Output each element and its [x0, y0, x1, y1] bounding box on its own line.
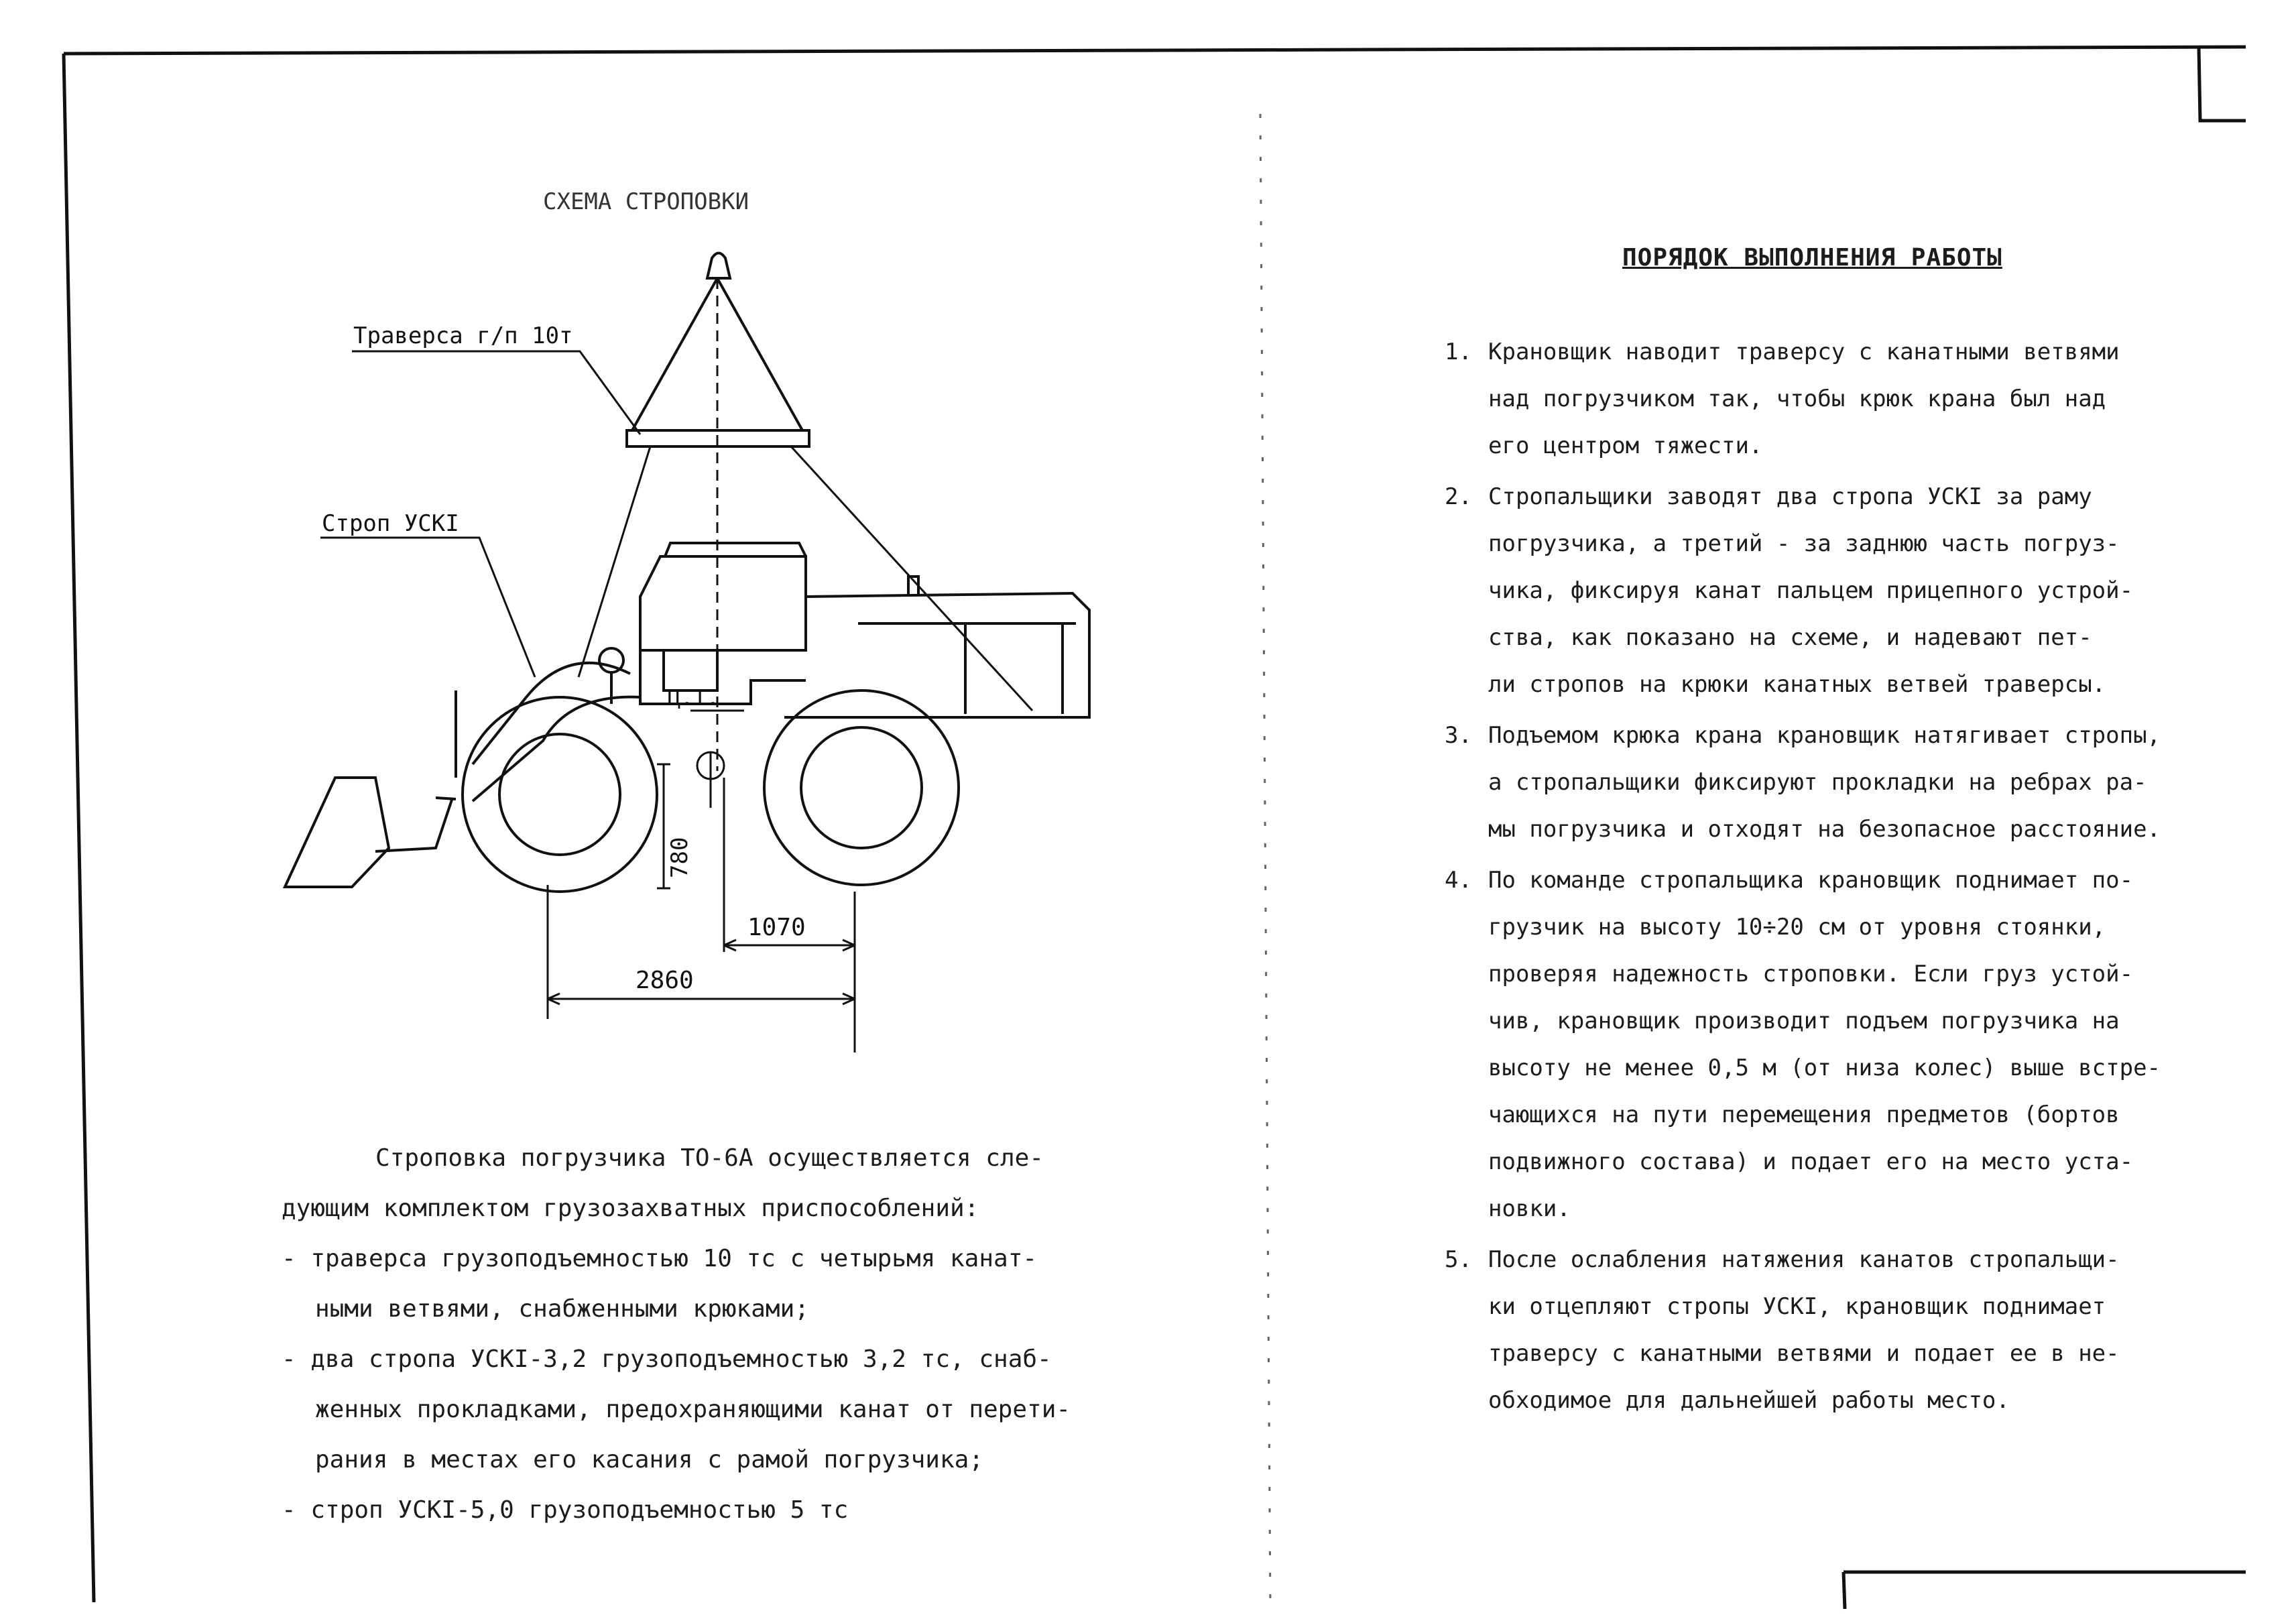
step-line: После ослабления натяжения канатов стропальщи- — [1488, 1246, 2120, 1273]
step-line: его центром тяжести. — [1488, 432, 1763, 459]
sling-label-text: Строп УСКI — [322, 510, 459, 537]
step-line: подвижного состава) и подает его на место уста- — [1488, 1148, 2134, 1175]
step-line: ки отцепляют стропы УСКI, крановщик поднимает — [1488, 1293, 2106, 1320]
front-loader-arm — [285, 663, 640, 887]
step-line: чив, крановщик производит подъем погрузчика на — [1488, 1008, 2120, 1034]
step-line: чающихся на пути перемещения предметов (бортов — [1488, 1101, 2120, 1128]
step-line: траверсу с канатными ветвями и подает ее в не- — [1488, 1340, 2120, 1367]
crane-hook — [707, 253, 730, 279]
step-number: 5. — [1445, 1246, 1472, 1273]
equipment-item-line: - строп УСКI-5,0 грузоподъемностью 5 тс — [282, 1496, 849, 1524]
step-line: грузчик на высоту 10÷20 см от уровня стоянки, — [1488, 914, 2106, 941]
loader-drawing — [255, 181, 1193, 1053]
equipment-item-line: женных прокладками, предохраняющими канат от перети- — [315, 1396, 1071, 1423]
procedure-steps — [1435, 328, 2239, 1424]
scheme-title: СХЕМА СТРОПОВКИ — [543, 188, 749, 215]
step-line: над погрузчиком так, чтобы крюк крана был над — [1488, 385, 2106, 412]
step-line: Крановщик наводит траверсу с канатными ветвями — [1488, 339, 2120, 365]
cg-offset-dimension-label: 1070 — [747, 914, 806, 941]
rear-wheel — [764, 690, 959, 885]
slinging-equipment-description — [282, 1133, 1166, 1535]
procedure-step — [1435, 328, 2239, 469]
procedure-step — [1435, 1236, 2239, 1424]
step-line: проверяя надежность строповки. Если груз устой- — [1488, 961, 2134, 987]
wheelbase-dimension-line — [548, 885, 855, 1019]
step-line: По команде стропальщика крановщик поднимает по- — [1488, 867, 2134, 894]
step-line: а стропальщики фиксируют прокладки на ребрах ра- — [1488, 769, 2147, 796]
equipment-item-line: ными ветвями, снабженными крюками; — [315, 1295, 809, 1323]
work-procedure — [1435, 235, 2239, 1428]
work-procedure-title: ПОРЯДОК ВЫПОЛНЕНИЯ РАБОТЫ — [1622, 244, 2002, 272]
procedure-step — [1435, 712, 2239, 853]
traverse-label — [352, 322, 640, 434]
front-wheel — [463, 697, 657, 892]
step-line: Подъемом крюка крана крановщик натягивает стропы, — [1488, 722, 2161, 749]
wheelbase-dimension-label: 2860 — [636, 967, 694, 994]
loader-body — [456, 543, 1089, 778]
equipment-item-line: рания в местах его касания с рамой погрузчика; — [315, 1446, 983, 1474]
sling-label — [320, 510, 535, 677]
step-line: мы погрузчика и отходят на безопасное расстояние. — [1488, 816, 2161, 843]
step-number: 2. — [1445, 483, 1472, 510]
slinging-diagram — [255, 181, 1193, 1053]
step-line: высоту не менее 0,5 м (от низа колес) выше встре- — [1488, 1055, 2161, 1081]
height-dimension-label: 780 — [666, 837, 693, 878]
step-line: ли стропов на крюки канатных ветвей траверсы. — [1488, 671, 2106, 698]
step-line: Стропальщики заводят два стропа УСКI за раму — [1488, 483, 2092, 510]
traverse-label-text: Траверса г/п 10т — [353, 322, 573, 349]
step-number: 4. — [1445, 867, 1472, 894]
procedure-step — [1435, 857, 2239, 1232]
step-line: обходимое для дальнейшей работы место. — [1488, 1387, 2010, 1414]
step-number: 3. — [1445, 722, 1472, 749]
step-line: ства, как показано на схеме, и надевают пет- — [1488, 624, 2092, 651]
center-of-gravity-label: Ц.Т. — [668, 685, 720, 711]
equipment-item-line: - два стропа УСКI-3,2 грузоподъемностью 3,2 тс, снаб- — [282, 1345, 1052, 1373]
equipment-item-line: - траверса грузоподъемностью 10 тс с четырьмя канат- — [282, 1245, 1038, 1272]
step-number: 1. — [1445, 339, 1472, 365]
step-line: чика, фиксируя канат пальцем прицепного устрой- — [1488, 577, 2134, 604]
intro-line: дующим комплектом грузозахватных приспособлений: — [282, 1195, 979, 1222]
step-line: погрузчика, а третий - за заднюю часть погруз- — [1488, 530, 2120, 557]
intro-line: Строповка погрузчика ТО-6А осуществляется сле- — [375, 1144, 1044, 1172]
step-line: новки. — [1488, 1195, 1571, 1222]
procedure-step — [1435, 473, 2239, 708]
